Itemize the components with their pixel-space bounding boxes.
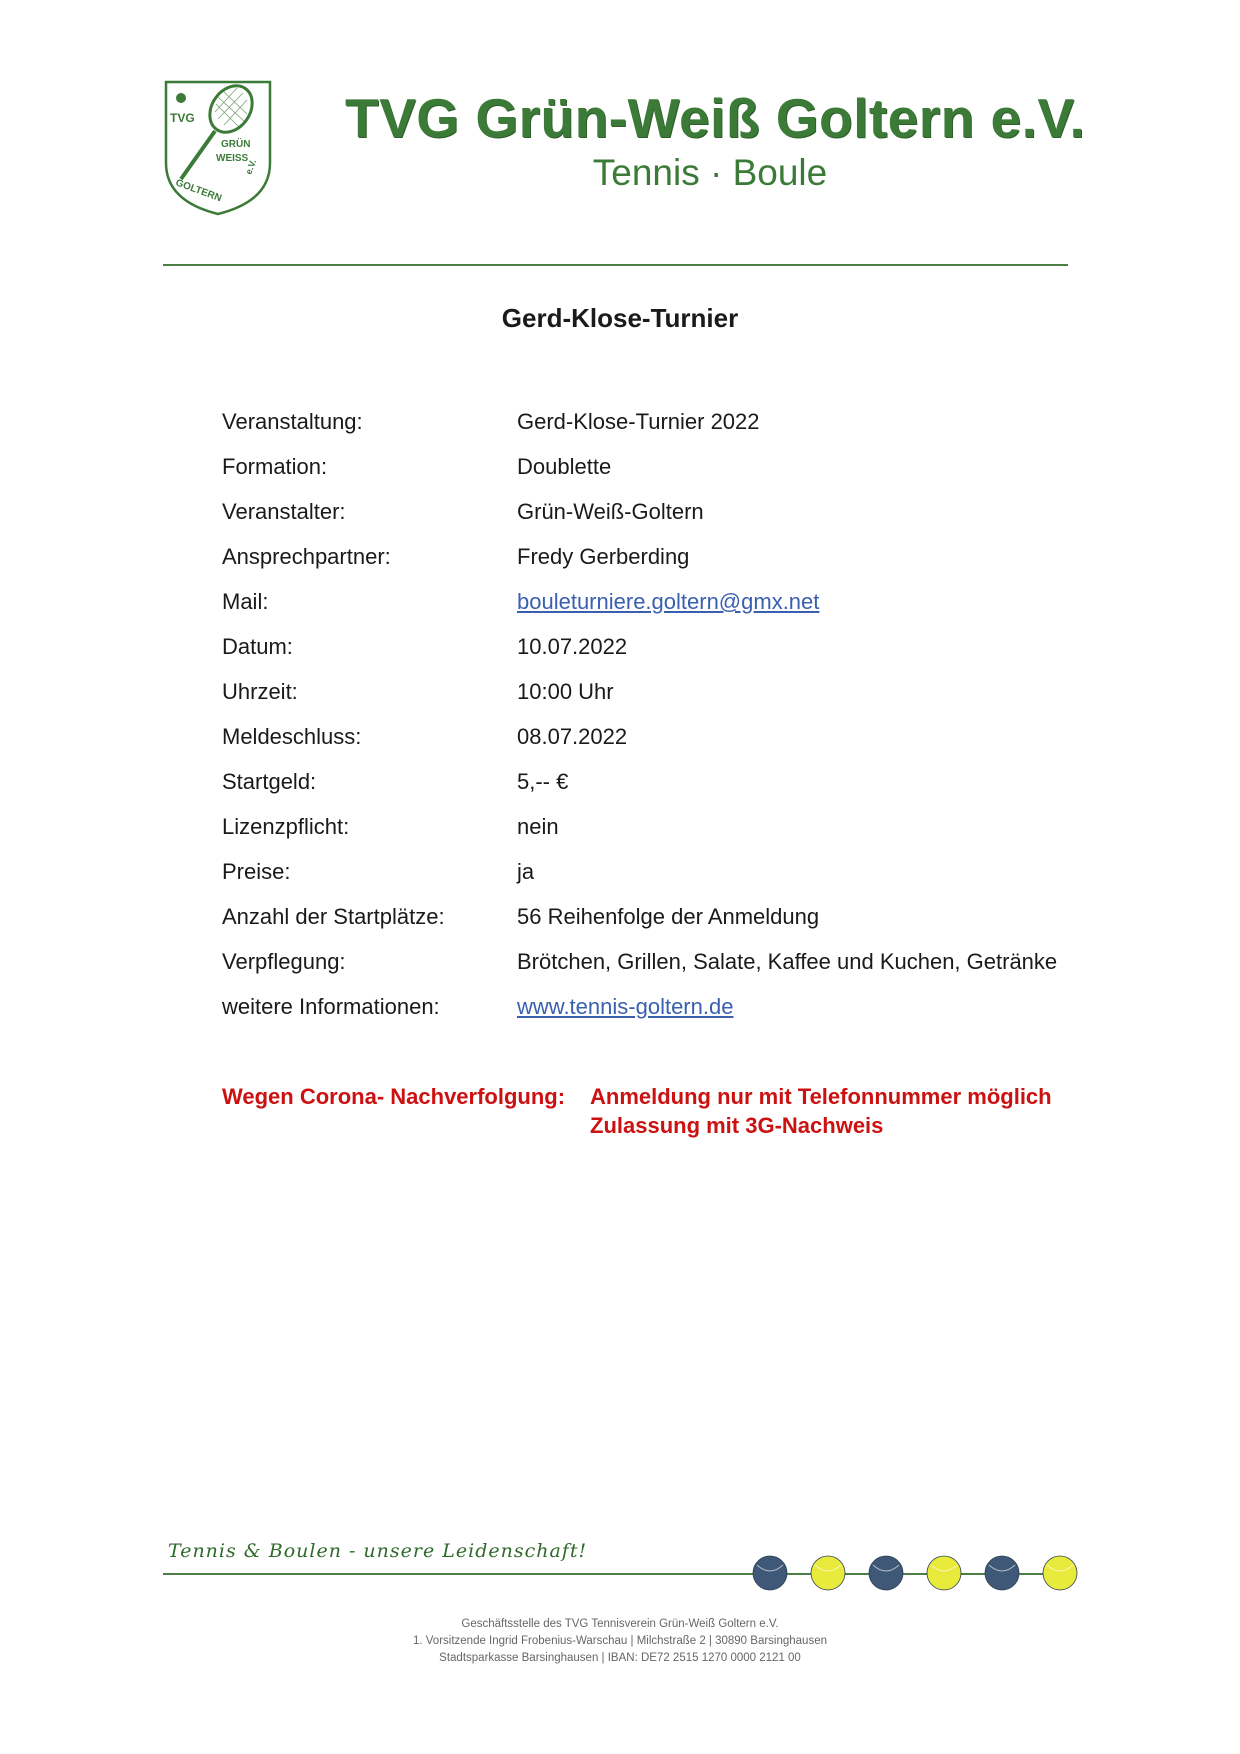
detail-label: Veranstalter: [222, 499, 346, 524]
tennis-ball-icon [927, 1556, 961, 1590]
detail-label: Datum: [222, 634, 293, 659]
detail-value: Doublette [517, 454, 612, 479]
detail-value: ja [517, 859, 535, 884]
notice-label: Wegen Corona- Nachverfolgung: [222, 1084, 566, 1109]
boule-ball-icon [753, 1556, 787, 1590]
detail-value: nein [517, 814, 559, 839]
logo-abbr: TVG [170, 111, 195, 125]
detail-value: 10:00 Uhr [517, 679, 614, 704]
detail-label: weitere Informationen: [222, 994, 440, 1019]
detail-label: Ansprechpartner: [222, 544, 391, 569]
detail-label: Uhrzeit: [222, 679, 298, 704]
header-divider [163, 264, 1068, 266]
detail-label: Formation: [222, 454, 328, 479]
footer-line-office: Geschäftsstelle des TVG Tennisverein Grün-Weiß Goltern e.V. [461, 1618, 779, 1630]
detail-label: Startgeld: [222, 769, 317, 794]
detail-label: Mail: [222, 589, 269, 614]
logo-curve-text: GOLTERN [173, 177, 223, 205]
detail-label: Anzahl der Startplätze: [222, 904, 445, 929]
detail-value: Brötchen, Grillen, Salate, Kaffee und Kuchen, Getränke [517, 949, 1058, 974]
tennis-ball-icon [1043, 1556, 1077, 1590]
club-logo [163, 79, 273, 217]
detail-value: 08.07.2022 [517, 724, 628, 749]
document-title: Gerd-Klose-Turnier [501, 303, 739, 333]
footer-line-chair: 1. Vorsitzende Ingrid Frobenius-Warschau | Milchstraße 2 | 30890 Barsinghausen [412, 1635, 827, 1647]
footer-line-bank: Stadtsparkasse Barsinghausen | IBAN: DE72 2515 1270 0000 2121 00 [439, 1652, 801, 1664]
detail-label: Meldeschluss: [222, 724, 362, 749]
boule-ball-icon [985, 1556, 1019, 1590]
club-subtitle: Tennis · Boule [592, 152, 828, 193]
detail-label: Lizenzpflicht: [222, 814, 350, 839]
detail-label: Veranstaltung: [222, 409, 363, 434]
website-link[interactable]: www.tennis-goltern.de [517, 994, 734, 1019]
detail-value: 10.07.2022 [517, 634, 628, 659]
boule-ball-icon [869, 1556, 903, 1590]
detail-value: Gerd-Klose-Turnier 2022 [517, 409, 760, 434]
tennis-ball-icon [811, 1556, 845, 1590]
detail-value: Fredy Gerberding [517, 544, 690, 569]
notice-line-phone: Anmeldung nur mit Telefonnummer möglich [590, 1084, 1052, 1109]
logo-line1: GRÜN [221, 139, 251, 150]
detail-value: 56 Reihenfolge der Anmeldung [517, 904, 820, 929]
detail-label: Preise: [222, 859, 291, 884]
notice-line-3g: Zulassung mit 3G-Nachweis [590, 1113, 884, 1138]
logo-suffix: e.V. [243, 157, 259, 176]
detail-label: Verpflegung: [222, 949, 346, 974]
footer-address [0, 1616, 1240, 1667]
detail-value: Grün-Weiß-Goltern [517, 499, 704, 524]
footer-slogan: Tennis & Boulen - unsere Leidenschaft! [168, 1540, 588, 1562]
detail-value: 5,-- € [517, 769, 569, 794]
club-name: TVG Grün-Weiß Goltern e.V. [345, 87, 1086, 149]
logo-line2: WEISS [216, 153, 249, 164]
email-link[interactable]: bouleturniere.goltern@gmx.net [517, 589, 820, 614]
ball-decoration [752, 1553, 1082, 1593]
